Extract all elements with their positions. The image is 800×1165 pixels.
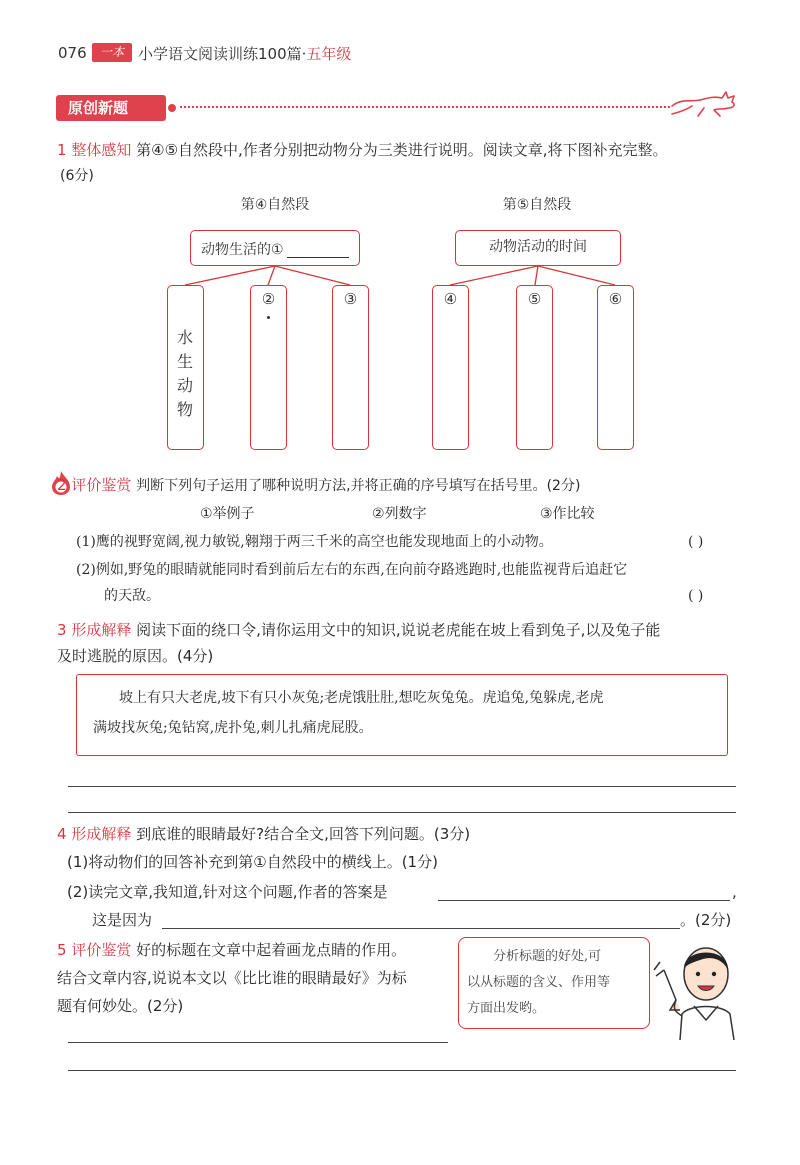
- tongue-twister-line-2: 满坡找灰兔;兔钻窝,虎扑兔,刺儿扎痛虎屁股。: [93, 720, 373, 736]
- right-diagram-heading: 第⑤自然段: [502, 197, 572, 213]
- emphasis-dot: [267, 316, 270, 319]
- vertical-char: 生: [176, 352, 193, 371]
- question-1-score: (6分): [60, 168, 94, 184]
- right-root-label: 动物活动的时间: [489, 239, 587, 255]
- hint-line-3: 方面出发哟。: [467, 1001, 546, 1016]
- question-text: 好的标题在文章中起着画龙点睛的作用。: [136, 941, 407, 959]
- answer-line[interactable]: [68, 786, 736, 787]
- question-3-line-1: [57, 618, 660, 642]
- vertical-char: 水: [176, 328, 193, 347]
- score-suffix: 。(2分): [680, 911, 732, 929]
- question-3-line-2: 及时逃脱的原因。(4分): [57, 647, 214, 665]
- left-leaf-box-1: [167, 285, 204, 450]
- book-title-text: 小学语文阅读训练100篇·: [138, 45, 307, 63]
- answer-line[interactable]: [438, 900, 730, 901]
- question-4-item-2-line-2: 这是因为: [92, 911, 153, 929]
- leaf-mark: ⑥: [608, 290, 623, 308]
- left-root-box: [190, 230, 360, 266]
- question-tag: 整体感知: [71, 141, 132, 159]
- leaf-mark: ②: [261, 290, 276, 308]
- page-number: 076: [58, 44, 87, 62]
- question-text: 阅读下面的绕口令,请你运用文中的知识,说说老虎能在坡上看到兔子,以及兔子能: [136, 621, 661, 639]
- question-4-item-2: (2)读完文章,我知道,针对这个问题,作者的答案是: [67, 883, 388, 901]
- question-tag: 评价鉴赏: [71, 941, 132, 959]
- question-5-line-1: [57, 938, 406, 962]
- question-tag: 形成解释: [71, 825, 132, 843]
- question-2: [57, 473, 580, 498]
- diagram-connector-lines: [0, 0, 800, 470]
- left-root-label: 动物生活的①: [201, 242, 284, 258]
- tongue-twister-line-1: 坡上有只大老虎,坡下有只小灰兔;老虎饿肚肚,想吃灰兔兔。虎追兔,兔躲虎,老虎: [119, 690, 604, 706]
- left-diagram-heading: 第④自然段: [240, 197, 310, 213]
- right-leaf-box-3[interactable]: [597, 285, 634, 450]
- hint-line-2: 以从标题的含义、作用等: [467, 975, 611, 990]
- question-text: 判断下列句子运用了哪种说明方法,并将正确的序号填写在括号里。(2分): [136, 478, 581, 494]
- left-leaf-box-2[interactable]: [250, 285, 287, 450]
- left-leaf-box-3[interactable]: [332, 285, 369, 450]
- sentence-1: (1)鹰的视野宽阔,视力敏锐,翱翔于两三千米的高空也能发现地面上的小动物。: [76, 534, 553, 550]
- question-number: 2: [57, 476, 67, 494]
- answer-line[interactable]: [68, 812, 736, 813]
- question-number: 1: [57, 141, 67, 159]
- option-3: ③作比较: [540, 506, 595, 522]
- question-number: 4: [57, 825, 67, 843]
- question-number: 3: [57, 621, 67, 639]
- question-tag: 评价鉴赏: [71, 476, 132, 494]
- question-text: 到底谁的眼睛最好?结合全文,回答下列问题。(3分): [136, 825, 471, 843]
- grade-label: 五年级: [306, 45, 352, 63]
- sentence-2-line-1: (2)例如,野兔的眼睛就能同时看到前后左右的东西,在向前夺路逃跑时,也能监视背后追赶它: [76, 562, 628, 578]
- tongue-twister-box: [76, 674, 728, 756]
- question-5-line-3: 题有何妙处。(2分): [57, 997, 184, 1015]
- question-number: 5: [57, 941, 67, 959]
- question-4: [57, 822, 470, 846]
- leaf-mark: ④: [443, 290, 458, 308]
- answer-line[interactable]: [162, 928, 680, 929]
- question-5-line-2: 结合文章内容,说说本文以《比比谁的眼睛最好》为标: [57, 969, 407, 987]
- brand-badge: 一本: [92, 43, 132, 62]
- hint-bubble: [458, 937, 650, 1029]
- vertical-char: 动: [176, 376, 193, 395]
- leaf-mark: ⑤: [527, 290, 542, 308]
- answer-paren-1[interactable]: ( ): [688, 534, 704, 550]
- option-1: ①举例子: [200, 506, 255, 522]
- option-2: ②列数字: [372, 506, 427, 522]
- question-4-item-1: (1)将动物们的回答补充到第①自然段中的横线上。(1分): [67, 853, 438, 871]
- boy-character-icon: [650, 940, 742, 1040]
- answer-line[interactable]: [68, 1070, 736, 1071]
- answer-line[interactable]: [68, 1042, 448, 1043]
- right-leaf-box-2[interactable]: [516, 285, 553, 450]
- vertical-char: 物: [176, 400, 193, 419]
- question-tag: 形成解释: [71, 621, 132, 639]
- comma: ,: [732, 883, 737, 901]
- right-root-box: [455, 230, 621, 266]
- sentence-2-line-2: 的天敌。: [104, 588, 160, 604]
- section-banner: 原创新题: [56, 95, 166, 121]
- answer-paren-2[interactable]: ( ): [688, 588, 704, 604]
- left-root-answer-line[interactable]: [287, 257, 349, 258]
- leaf-mark: ③: [343, 290, 358, 308]
- question-text: 第④⑤自然段中,作者分别把动物分为三类进行说明。阅读文章,将下图补充完整。: [136, 141, 668, 159]
- left-leaf-vertical-text: [176, 326, 194, 422]
- hint-line-1: 分析标题的好处,可: [493, 949, 602, 964]
- right-leaf-box-1[interactable]: [432, 285, 469, 450]
